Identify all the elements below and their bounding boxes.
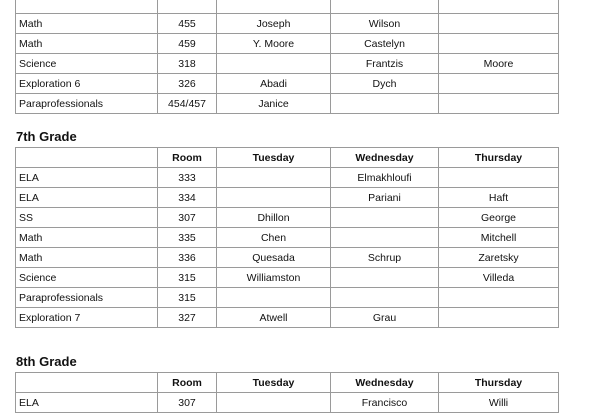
table-cell: Schrup	[331, 248, 439, 268]
table-row	[16, 14, 559, 34]
grade8-heading: 8th Grade	[16, 354, 77, 369]
table-row	[16, 74, 559, 94]
table-cell	[331, 0, 439, 14]
table-cell: Haft	[439, 188, 559, 208]
table-cell: 307	[158, 208, 217, 228]
table-cell: Atwell	[217, 308, 331, 328]
table-row	[16, 288, 559, 308]
table-row	[16, 248, 559, 268]
table-cell	[439, 288, 559, 308]
table-cell: 455	[158, 14, 217, 34]
table-cell	[439, 74, 559, 94]
table-cell: George	[439, 208, 559, 228]
table-cell	[439, 0, 559, 14]
table-row	[16, 94, 559, 114]
table-row	[16, 308, 559, 328]
grade8-header-row	[16, 373, 559, 393]
column-header	[16, 373, 158, 393]
table-cell: Science	[16, 54, 158, 74]
column-header: Wednesday	[331, 373, 439, 393]
table-cell: Y. Moore	[217, 34, 331, 54]
table-cell	[331, 94, 439, 114]
table-cell: 327	[158, 308, 217, 328]
table-cell	[439, 14, 559, 34]
table-cell: Paraprofessionals	[16, 288, 158, 308]
table-row	[16, 228, 559, 248]
table-row	[16, 168, 559, 188]
table-cell	[331, 288, 439, 308]
table-cell	[439, 168, 559, 188]
table-cell: Mitchell	[439, 228, 559, 248]
table-row	[16, 268, 559, 288]
table-cell: Joseph	[217, 14, 331, 34]
grade6-schedule-table	[15, 0, 559, 114]
column-header: Tuesday	[217, 148, 331, 168]
column-header	[16, 148, 158, 168]
table-cell: Math	[16, 228, 158, 248]
column-header: Thursday	[439, 373, 559, 393]
table-cell	[217, 393, 331, 413]
table-cell	[217, 168, 331, 188]
table-cell	[217, 188, 331, 208]
table-cell	[217, 0, 331, 14]
table-cell: Exploration 6	[16, 74, 158, 94]
grade7-schedule-table	[15, 147, 559, 328]
table-row	[16, 34, 559, 54]
table-cell: Math	[16, 248, 158, 268]
table-cell: Francisco	[331, 393, 439, 413]
table-cell: Moore	[439, 54, 559, 74]
column-header: Room	[158, 373, 217, 393]
table-cell: 459	[158, 34, 217, 54]
table-cell	[439, 308, 559, 328]
table-cell	[439, 34, 559, 54]
table-row	[16, 393, 559, 413]
table-row	[16, 54, 559, 74]
column-header: Room	[158, 148, 217, 168]
table-cell	[217, 288, 331, 308]
table-cell: 335	[158, 228, 217, 248]
table-cell: Frantzis	[331, 54, 439, 74]
table-cell: Chen	[217, 228, 331, 248]
table-cell: Janice	[217, 94, 331, 114]
column-header: Tuesday	[217, 373, 331, 393]
grade8-schedule-table	[15, 372, 559, 413]
table-cell	[331, 228, 439, 248]
table-cell: 326	[158, 74, 217, 94]
table-cell: 315	[158, 268, 217, 288]
table-cell: Math	[16, 14, 158, 34]
table-cell: Paraprofessionals	[16, 94, 158, 114]
table-cell: Castelyn	[331, 34, 439, 54]
table-cell: ELA	[16, 168, 158, 188]
table-cell	[331, 268, 439, 288]
table-cell: SS	[16, 208, 158, 228]
table-cell: ELA	[16, 188, 158, 208]
table-cell: Pariani	[331, 188, 439, 208]
table-cell: Wilson	[331, 14, 439, 34]
table-cell: 334	[158, 188, 217, 208]
table-cell: ELA	[16, 393, 158, 413]
table-row	[16, 208, 559, 228]
table-cell: 318	[158, 54, 217, 74]
table-cell: Quesada	[217, 248, 331, 268]
grade7-heading: 7th Grade	[16, 129, 77, 144]
table-cell: Zaretsky	[439, 248, 559, 268]
grade7-header-row	[16, 148, 559, 168]
table-cell	[16, 0, 158, 14]
table-cell: 315	[158, 288, 217, 308]
table-cell: Dhillon	[217, 208, 331, 228]
table-cell: Exploration 7	[16, 308, 158, 328]
table-cell: Villeda	[439, 268, 559, 288]
table-cell: Math	[16, 34, 158, 54]
table-cell: 333	[158, 168, 217, 188]
table-row	[16, 0, 559, 14]
table-row	[16, 188, 559, 208]
table-cell: 336	[158, 248, 217, 268]
table-cell	[217, 54, 331, 74]
table-cell	[158, 0, 217, 14]
table-cell: Elmakhloufi	[331, 168, 439, 188]
table-cell: Abadi	[217, 74, 331, 94]
table-cell: Williamston	[217, 268, 331, 288]
table-cell: Grau	[331, 308, 439, 328]
column-header: Thursday	[439, 148, 559, 168]
column-header: Wednesday	[331, 148, 439, 168]
table-cell	[439, 94, 559, 114]
table-cell: Willi	[439, 393, 559, 413]
table-cell	[331, 208, 439, 228]
table-cell: 307	[158, 393, 217, 413]
table-cell: Science	[16, 268, 158, 288]
table-cell: Dych	[331, 74, 439, 94]
table-cell: 454/457	[158, 94, 217, 114]
